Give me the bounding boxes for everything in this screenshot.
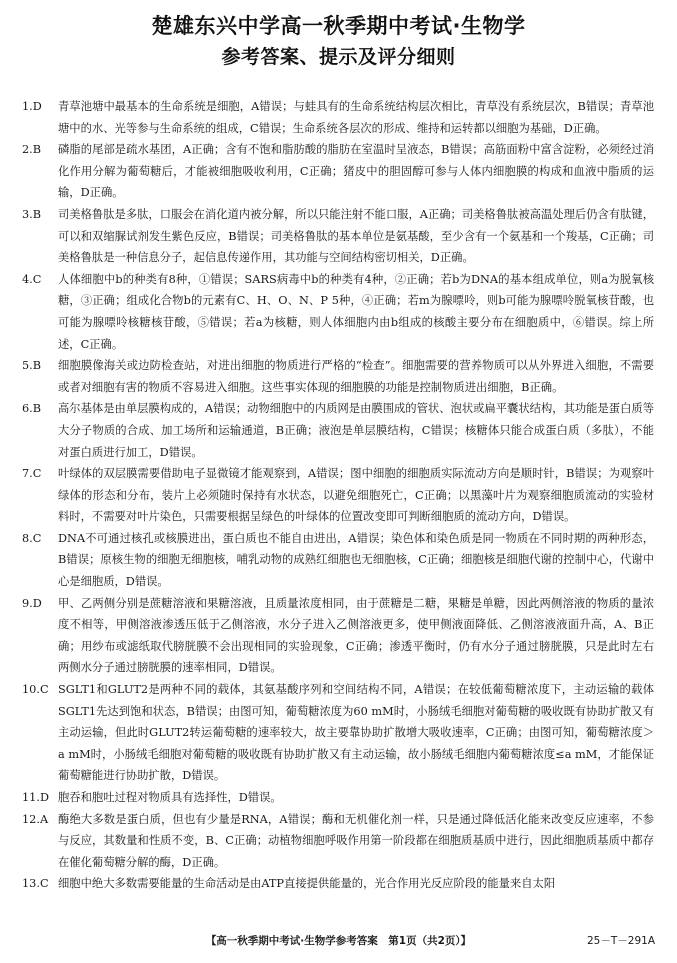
answer-item-6 (22, 398, 654, 463)
answer-number: 11.D (22, 791, 50, 804)
answer-item-8 (22, 528, 654, 593)
answer-item-1 (22, 96, 654, 139)
answer-item-12 (22, 809, 654, 874)
answer-number: 7.C (22, 467, 42, 481)
answer-number: 8.C (22, 531, 42, 545)
answer-explanation: 叶绿体的双层膜需要借助电子显微镜才能观察到，A错误；图中细胞的细胞质实际流动方向是顺时针，B错误；为观察叶绿体的形态和分布，装片上必须随时保持有水状态，以避免细胞死亡，C正确；以黑藻叶片为观察细胞质流动的实验材料时，不需要对叶片染色，只需要根据呈绿色的叶绿体的位置改变即可判断细胞质的流动方向，D错误。 (58, 467, 654, 524)
answer-number: 12.A (22, 812, 49, 826)
answer-number: 4.C (22, 272, 42, 286)
answer-explanation: 青草池塘中最基本的生命系统是细胞，A错误；与蛙具有的生命系统结构层次相比，青草没有系统层次，B错误；青草池塘中的水、光等参与生命系统的组成，C错误；生命系统各层次的形成、维持和运转都以细胞为基础，D正确。 (58, 100, 654, 135)
answer-number: 6.B (22, 402, 42, 416)
answer-item-5 (22, 355, 654, 398)
answer-number: 2.B (22, 143, 42, 157)
answer-number: 1.D (22, 100, 42, 113)
answer-item-13 (22, 873, 654, 895)
answer-item-3 (22, 204, 654, 269)
footer-page-info: 【高一秋季期中考试·生物学参考答案 第1页（共2页）】 (205, 935, 472, 947)
answer-item-10 (22, 679, 654, 787)
answer-list (22, 96, 654, 895)
answer-item-2 (22, 139, 654, 204)
answer-number: 10.C (22, 683, 49, 697)
answer-subtitle: 参考答案、提示及评分细则 (221, 46, 456, 68)
answer-number: 13.C (22, 877, 49, 891)
answer-explanation: 酶绝大多数是蛋白质，但也有少量是RNA，A错误；酶和无机催化剂一样，只是通过降低活化能来改变反应速率，不参与反应，其数量和性质不变，B、C正确；动植物细胞呼吸作用第一阶段都在细胞质基质中进行，因此细胞质基质中都存在催化葡萄糖分解的酶，D正确。 (58, 812, 654, 869)
answer-explanation: 磷脂的尾部是疏水基团，A正确；含有不饱和脂肪酸的脂肪在室温时呈液态，B错误；高筋面粉中富含淀粉，必须经过消化作用分解为葡萄糖后，才能被细胞吸收利用，C正确；猪皮中的胆固醇可参与人体内细胞膜的构成和血液中脂质的运输，D正确。 (58, 143, 654, 200)
answer-number: 3.B (22, 207, 42, 221)
answer-explanation: 高尔基体是由单层膜构成的，A错误；动物细胞中的内质网是由膜围成的管状、泡状或扁平囊状结构，其功能是蛋白质等大分子物质的合成、加工场所和运输通道，B正确；液泡是单层膜结构，C错误；核糖体只能合成蛋白质（多肽），不能对蛋白质进行加工，D错误。 (58, 402, 654, 459)
answer-explanation: 细胞膜像海关或边防检查站，对进出细胞的物质进行严格的“检查”。细胞需要的营养物质可以从外界进入细胞，不需要或者对细胞有害的物质不容易进入细胞。这些事实体现的细胞膜的功能是控制物质进出细胞，B正确。 (58, 359, 654, 394)
answer-explanation: 司美格鲁肽是多肽，口服会在消化道内被分解，所以只能注射不能口服，A正确；司美格鲁肽被高温处理后仍含有肽键，可以和双缩脲试剂发生紫色反应，B错误；司美格鲁肽的基本单位是氨基酸，至少含有一个氨基和一个羧基，C正确；司美格鲁肽是一种信息分子，起信息传递作用，其功能与空间结构密切相关，D正确。 (58, 207, 654, 265)
answer-number: 9.D (22, 596, 42, 610)
exam-title: 楚雄东兴中学高一秋季期中考试·生物学 (151, 14, 526, 38)
answer-explanation: DNA不可通过核孔或核膜进出，蛋白质也不能自由进出，A错误；染色体和染色质是同一物质在不同时期的两种形态，B错误；原核生物的细胞无细胞核，哺乳动物的成熟红细胞也无细胞核，C正确；细胞核是细胞代谢的控制中心，代谢中心是细胞质，D错误。 (58, 531, 654, 589)
answer-number: 5.B (22, 359, 42, 373)
answer-explanation: 人体细胞中b的种类有8种，①错误；SARS病毒中b的种类有4种，②正确；若b为DNA的基本组成单位，则a为脱氧核糖，③正确；组成化合物b的元素有C、H、O、N、P 5种，④正确；若m为腺嘌呤，则b可能为腺嘌呤脱氧核苷酸，也可能为腺嘌呤核糖核苷酸，⑤错误；若a为核糖，则人体细胞内由b组成的核酸主要分布在细胞质中，⑥错误。综上所述，C正确。 (58, 272, 654, 351)
answer-explanation: 甲、乙两侧分别是蔗糖溶液和果糖溶液，且质量浓度相同，由于蔗糖是二糖，果糖是单糖，因此两侧溶液的物质的量浓度不相等，甲侧溶液渗透压低于乙侧溶液，水分子进入乙侧溶液更多，使甲侧液面降低、乙侧溶液液面升高，A、B正确；用纱布或滤纸取代膀胱膜不会出现相同的实验现象，C正确；渗透平衡时，仍有水分子通过膀胱膜，只是此时左右两侧水分子通过膀胱膜的速率相同，D错误。 (58, 596, 654, 675)
footer-exam-code: 25－T－291A (587, 935, 655, 947)
answer-explanation: 细胞中绝大多数需要能量的生命活动是由ATP直接提供能量的，光合作用光反应阶段的能量来自太阳 (58, 877, 556, 891)
answer-item-11 (22, 787, 654, 809)
page-footer (0, 933, 677, 953)
answer-item-4 (22, 269, 654, 355)
answer-item-9 (22, 593, 654, 679)
answer-explanation: 胞吞和胞吐过程对物质具有选择性，D错误。 (58, 791, 282, 804)
answer-explanation: SGLT1和GLUT2是两种不同的载体，其氨基酸序列和空间结构不同，A错误；在较低葡萄糖浓度下，主动运输的载体SGLT1先达到饱和状态，B错误；由图可知，葡萄糖浓度为60 mM时，小肠绒毛细胞对葡萄糖的吸收既有协助扩散又有主动运输，但此时GLUT2转运葡萄糖的速率较大，故主要靠协助扩散增大吸收速率，C正确；由图可知，葡萄糖浓度＞a mM时，小肠绒毛细胞对葡萄糖的吸收既有协助扩散又有主动运输，故小肠绒毛细胞内葡萄糖浓度≤a mM，才能保证葡萄糖能进行协助扩散，D错误。 (58, 683, 654, 783)
answer-item-7 (22, 463, 654, 528)
